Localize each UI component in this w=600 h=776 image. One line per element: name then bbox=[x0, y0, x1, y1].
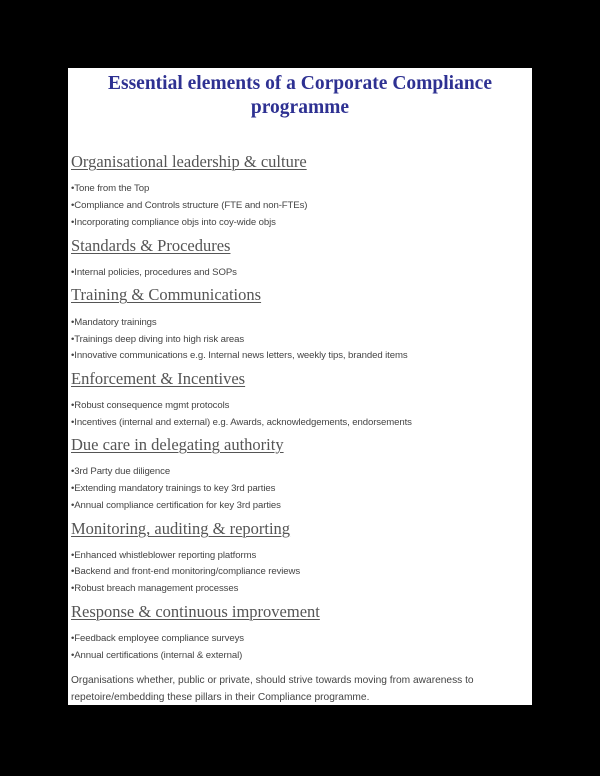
list-item: •Feedback employee compliance surveys bbox=[71, 633, 244, 644]
list-item: •Annual certifications (internal & external) bbox=[71, 650, 243, 661]
list-item: •Enhanced whistleblower reporting platforms bbox=[71, 550, 257, 561]
section-heading-delegating: Due care in delegating authority bbox=[71, 435, 284, 454]
section-heading-response: Response & continuous improvement bbox=[71, 602, 320, 621]
list-item: •Incorporating compliance objs into coy-wide objs bbox=[71, 217, 276, 228]
list-item: •Trainings deep diving into high risk areas bbox=[71, 334, 245, 345]
section-heading-standards: Standards & Procedures bbox=[71, 236, 231, 255]
list-item: •Annual compliance certification for key 3rd parties bbox=[71, 500, 281, 511]
title-line-2: programme bbox=[250, 97, 350, 118]
list-item: •Innovative communications e.g. Internal news letters, weekly tips, branded items bbox=[71, 350, 408, 361]
list-item: •Robust breach management processes bbox=[71, 583, 239, 594]
title-line-1: Essential elements of a Corporate Compliance bbox=[108, 73, 492, 94]
document-page bbox=[68, 68, 532, 705]
list-item: •Mandatory trainings bbox=[71, 317, 157, 328]
list-item: •Internal policies, procedures and SOPs bbox=[71, 267, 237, 278]
section-heading-monitoring: Monitoring, auditing & reporting bbox=[71, 519, 291, 538]
list-item: •Robust consequence mgmt protocols bbox=[71, 400, 230, 411]
list-item: •Backend and front-end monitoring/compliance reviews bbox=[71, 566, 301, 577]
section-heading-leadership: Organisational leadership & culture bbox=[71, 152, 307, 171]
list-item: •3rd Party due diligence bbox=[71, 466, 171, 477]
list-item: •Incentives (internal and external) e.g. Awards, acknowledgements, endorsements bbox=[71, 417, 412, 428]
closing-paragraph: Organisations whether, public or private, should strive towards moving from awareness to repetoire/embedding these pillars in their Compliance programme. bbox=[71, 675, 474, 703]
list-item: •Compliance and Controls structure (FTE and non-FTEs) bbox=[71, 200, 308, 211]
list-item: •Extending mandatory trainings to key 3rd parties bbox=[71, 483, 276, 494]
document-title bbox=[68, 72, 532, 120]
section-heading-enforcement: Enforcement & Incentives bbox=[71, 369, 246, 388]
list-item: •Tone from the Top bbox=[71, 183, 150, 194]
section-heading-training: Training & Communications bbox=[71, 285, 262, 304]
